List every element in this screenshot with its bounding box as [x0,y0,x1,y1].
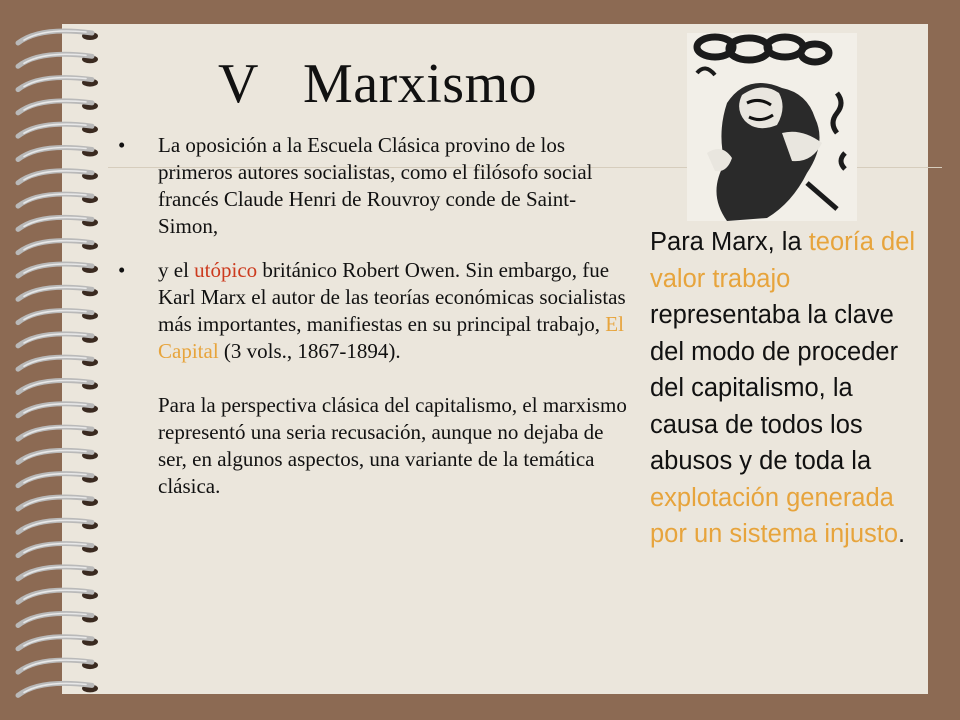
bullet-text: La oposición a la Escuela Clásica provino de los primeros autores socialistas, como el filósofo social francés Claude Henri de Rouvroy conde de Saint-Simon, [158,133,593,238]
link-explotacion[interactable]: explotación generada por un sistema injusto [650,483,899,548]
binding-ring [18,380,98,392]
binding-ring [18,427,98,439]
bullet-text-post: (3 vols., 1867-1894). [218,339,401,363]
binding-ring [18,264,98,276]
broken-chain-illustration [687,33,857,221]
bullet-subparagraph: Para la perspectiva clásica del capitalismo, el marxismo representó una seria recusación, aunque no dejaba de ser, en algunos aspectos, una variante de la temática clásica. [158,393,627,498]
binding-ring [18,241,98,253]
binding-ring [18,311,98,323]
binding-ring [18,520,98,532]
spiral-binding [0,0,130,720]
binding-ring [18,450,98,462]
bullet-icon: • [118,258,126,282]
link-utopico[interactable]: utópico [194,258,258,282]
binding-ring [18,474,98,486]
binding-ring [18,217,98,229]
binding-ring [18,357,98,369]
binding-ring [18,287,98,299]
bullet-list [114,132,634,517]
side-paragraph [650,224,920,553]
binding-ring [18,544,98,556]
binding-ring [18,567,98,579]
side-text-1: Para Marx, la [650,228,809,256]
link-el-capital[interactable]: El Capital [158,312,624,363]
binding-ring [18,194,98,206]
bullet-text-pre: y el [158,258,195,282]
binding-ring [18,637,98,649]
title-text: Marxismo [302,53,538,115]
binding-ring [18,147,98,159]
binding-ring [18,613,98,625]
link-teoria-valor-trabajo[interactable]: teoría del valor trabajo [650,228,916,293]
binding-ring [18,54,98,66]
binding-ring [18,31,98,43]
bullet-item [114,257,634,500]
binding-ring [18,334,98,346]
bullet-icon: • [118,133,126,157]
binding-ring [18,497,98,509]
binding-ring [18,78,98,90]
side-text-2: representaba la clave del modo de proceder del capitalismo, la causa de todos los abusos y de toda la [650,301,899,475]
slide-title [218,52,537,116]
binding-ring [18,404,98,416]
side-text-3: . [898,520,906,548]
bullet-item [114,132,634,240]
binding-ring [18,683,98,695]
title-number: V [218,53,259,115]
binding-ring [18,124,98,136]
bullet-text-mid: británico Robert Owen. Sin embargo, fue Karl Marx el autor de las teorías económicas socialistas más importantes, manifiestas en su principal trabajo, [158,258,626,336]
binding-ring [18,101,98,113]
binding-ring [18,590,98,602]
binding-ring [18,660,98,672]
binding-ring [18,171,98,183]
